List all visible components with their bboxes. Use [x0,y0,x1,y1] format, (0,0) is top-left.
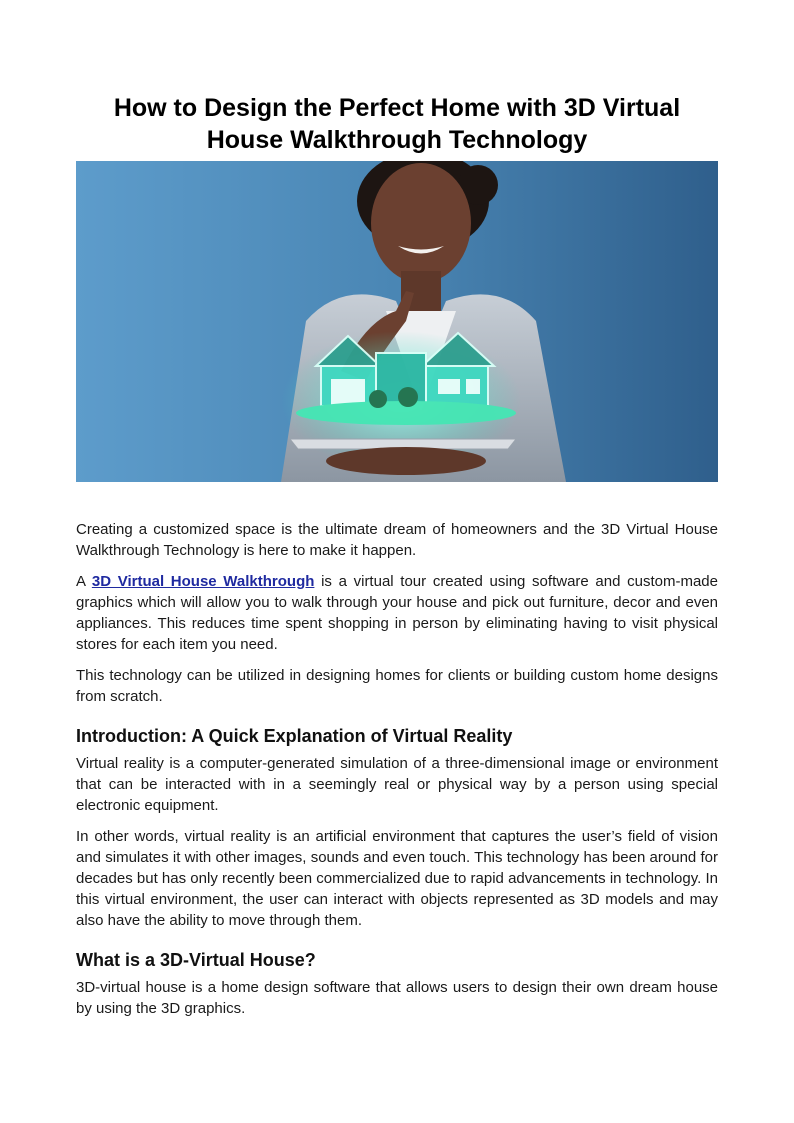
article-body [76,519,718,1029]
walkthrough-link[interactable]: 3D Virtual House Walkthrough [91,573,315,590]
walkthrough-paragraph [76,571,718,655]
virtual-house-paragraph: 3D-virtual house is a home design software that allows users to design their own dream house by using the 3D graphics. [76,979,718,1017]
vr-explanation-paragraph: In other words, virtual reality is an artificial environment that captures the user’s field of vision and simulates it with other images, sounds and even touch. This technology has been around for decades but has only recently been commercialized due to rapid advancements in technology. In this virtual environment, the user can interact with objects represented as 3D models and may also have the ability to move through them. [76,828,718,929]
walkthrough-prefix: A [76,573,92,590]
hero-photo [76,161,718,482]
section-heading-virtual-house: What is a 3D-Virtual House? [76,950,316,970]
intro-paragraph: Creating a customized space is the ultimate dream of homeowners and the 3D Virtual House Walkthrough Technology is here to make it happen. [76,521,718,559]
section-heading-vr: Introduction: A Quick Explanation of Virtual Reality [76,726,513,746]
usage-paragraph: This technology can be utilized in designing homes for clients or building custom home designs from scratch. [76,667,718,705]
vr-definition-paragraph: Virtual reality is a computer-generated simulation of a three-dimensional image or environment that can be interacted with in a seemingly real or physical way by a person using special electronic equipment. [76,755,718,814]
walkthrough-text: is a virtual tour created using software and custom-made graphics which will allow you to walk through your house and pick out furniture, decor and even appliances. This reduces time spent shopping in person by eliminating having to visit physical stores for each item you need. [76,573,718,653]
page-title: How to Design the Perfect Home with 3D Virtual House Walkthrough Technology [113,94,681,154]
